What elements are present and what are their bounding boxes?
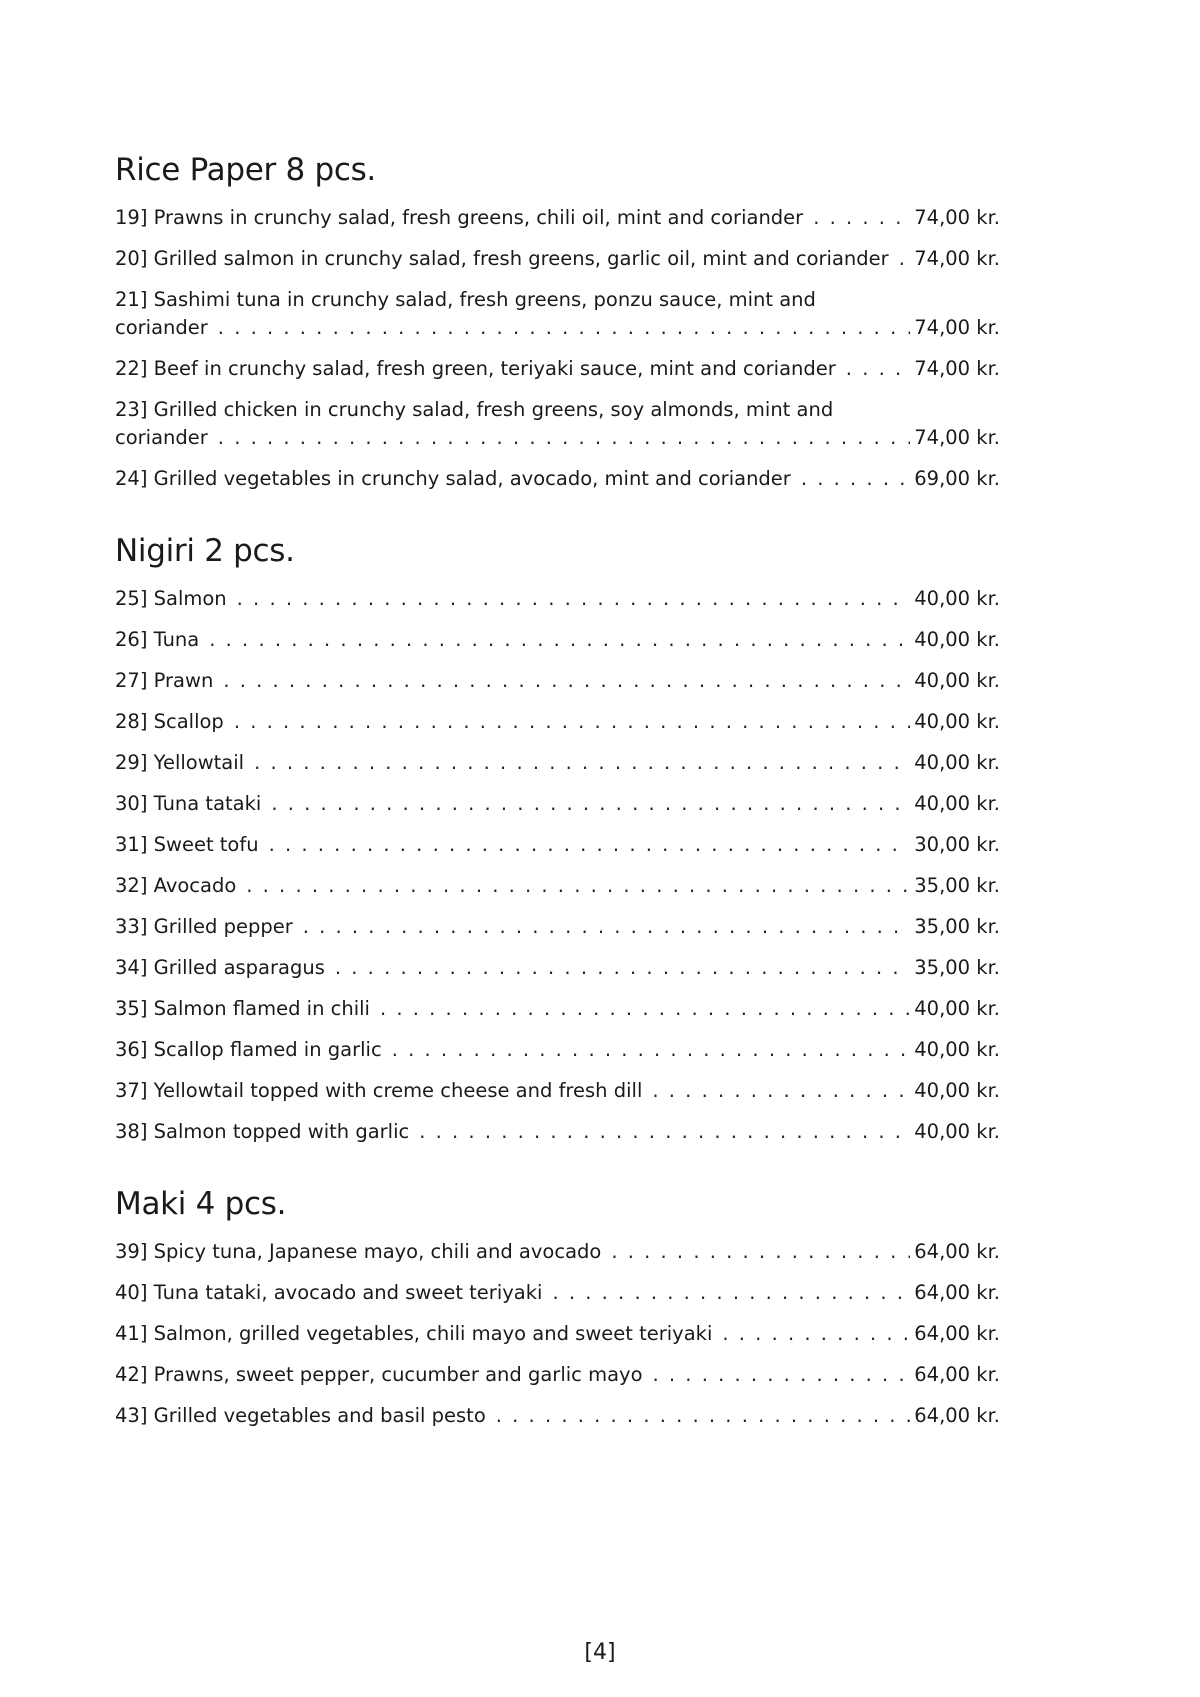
menu-item-name: 32] Avocado — [115, 874, 237, 897]
menu-item-price: 64,00 kr. — [914, 1363, 1000, 1386]
dot-leader — [813, 204, 910, 232]
menu-item-name: 19] Prawns in crunchy salad, fresh greens, chili oil, mint and coriander — [115, 206, 804, 229]
menu-item-row — [115, 790, 1000, 818]
menu-item-price: 74,00 kr. — [914, 247, 1000, 270]
menu-item-name: 20] Grilled salmon in crunchy salad, fresh greens, garlic oil, mint and coriander — [115, 247, 889, 270]
menu-item-price: 64,00 kr. — [914, 1281, 1000, 1304]
menu-item-price: 40,00 kr. — [914, 1038, 1000, 1061]
menu-item-name: 25] Salmon — [115, 587, 227, 610]
menu-item-name: 28] Scallop — [115, 710, 224, 733]
menu-section — [115, 1184, 1000, 1430]
menu-item-description-line: 23] Grilled chicken in crunchy salad, fresh greens, soy almonds, mint and — [115, 398, 834, 421]
menu-item-row — [115, 831, 1000, 859]
menu-item — [115, 355, 1000, 383]
menu-item-price: 40,00 kr. — [914, 1120, 1000, 1143]
section-title: Maki 4 pcs. — [115, 1186, 287, 1222]
menu-item-row — [115, 626, 1000, 654]
menu-item-row — [115, 749, 1000, 777]
menu-page — [115, 150, 1000, 1468]
menu-item-price: 40,00 kr. — [914, 792, 1000, 815]
menu-item-price: 40,00 kr. — [914, 587, 1000, 610]
menu-item-row — [115, 995, 1000, 1023]
menu-item-row — [115, 355, 1000, 383]
menu-item — [115, 1361, 1000, 1389]
menu-item-name: coriander — [115, 316, 208, 339]
menu-item — [115, 749, 1000, 777]
menu-item-name: 41] Salmon, grilled vegetables, chili mayo and sweet teriyaki — [115, 1322, 713, 1345]
menu-item-row — [115, 1118, 1000, 1146]
menu-item-row — [115, 424, 1000, 452]
dot-leader — [223, 667, 910, 695]
menu-sections — [115, 150, 1000, 1430]
menu-item — [115, 954, 1000, 982]
dot-leader — [237, 585, 911, 613]
section-title: Nigiri 2 pcs. — [115, 533, 295, 569]
dot-leader — [209, 626, 910, 654]
menu-item-name: 30] Tuna tataki — [115, 792, 262, 815]
menu-item-row — [115, 1279, 1000, 1307]
menu-item — [115, 1320, 1000, 1348]
menu-item — [115, 204, 1000, 232]
menu-item — [115, 1238, 1000, 1266]
menu-item-price: 64,00 kr. — [914, 1404, 1000, 1427]
menu-item-row — [115, 204, 1000, 232]
menu-item-price: 35,00 kr. — [914, 874, 1000, 897]
menu-item-name: 42] Prawns, sweet pepper, cucumber and garlic mayo — [115, 1363, 643, 1386]
menu-item-price: 40,00 kr. — [914, 1079, 1000, 1102]
menu-item-name: 24] Grilled vegetables in crunchy salad, avocado, mint and coriander — [115, 467, 791, 490]
menu-item-name: 40] Tuna tataki, avocado and sweet teriyaki — [115, 1281, 543, 1304]
menu-item-row — [115, 1077, 1000, 1105]
menu-item-price: 35,00 kr. — [914, 915, 1000, 938]
menu-item — [115, 667, 1000, 695]
menu-item-row — [115, 1402, 1000, 1430]
menu-item-row — [115, 245, 1000, 273]
menu-item-price: 40,00 kr. — [914, 751, 1000, 774]
dot-leader — [419, 1118, 910, 1146]
menu-item-price: 64,00 kr. — [914, 1322, 1000, 1345]
menu-item-row — [115, 667, 1000, 695]
menu-item-name: 35] Salmon flamed in chili — [115, 997, 370, 1020]
menu-item — [115, 1118, 1000, 1146]
menu-item-price: 74,00 kr. — [914, 206, 1000, 229]
menu-item — [115, 872, 1000, 900]
menu-item-price: 40,00 kr. — [914, 997, 1000, 1020]
menu-item — [115, 1402, 1000, 1430]
menu-item-row — [115, 1320, 1000, 1348]
dot-leader — [846, 355, 910, 383]
dot-leader — [269, 831, 911, 859]
menu-section — [115, 531, 1000, 1146]
menu-item — [115, 995, 1000, 1023]
menu-item — [115, 1279, 1000, 1307]
menu-item-price: 40,00 kr. — [914, 628, 1000, 651]
menu-item-name: 37] Yellowtail topped with creme cheese and fresh dill — [115, 1079, 643, 1102]
section-title: Rice Paper 8 pcs. — [115, 152, 376, 188]
menu-item-name: 29] Yellowtail — [115, 751, 245, 774]
dot-leader — [611, 1238, 910, 1266]
dot-leader — [653, 1361, 911, 1389]
menu-item-name: 27] Prawn — [115, 669, 214, 692]
menu-item-name: 34] Grilled asparagus — [115, 956, 325, 979]
menu-item-price: 74,00 kr. — [914, 426, 1000, 449]
menu-item-price: 40,00 kr. — [914, 710, 1000, 733]
dot-leader — [218, 314, 910, 342]
menu-item-name: 22] Beef in crunchy salad, fresh green, teriyaki sauce, mint and coriander — [115, 357, 836, 380]
dot-leader — [801, 465, 910, 493]
menu-item — [115, 465, 1000, 493]
menu-item-description-line: 21] Sashimi tuna in crunchy salad, fresh greens, ponzu sauce, mint and — [115, 288, 816, 311]
menu-item — [115, 790, 1000, 818]
menu-item-name: coriander — [115, 426, 208, 449]
menu-item-price: 40,00 kr. — [914, 669, 1000, 692]
menu-item-row — [115, 585, 1000, 613]
dot-leader — [234, 708, 910, 736]
menu-item-row — [115, 913, 1000, 941]
menu-section — [115, 150, 1000, 493]
dot-leader — [652, 1077, 910, 1105]
menu-item-row — [115, 1036, 1000, 1064]
menu-item — [115, 831, 1000, 859]
menu-item-row — [115, 314, 1000, 342]
menu-item-name: 36] Scallop flamed in garlic — [115, 1038, 382, 1061]
menu-item-name: 43] Grilled vegetables and basil pesto — [115, 1404, 486, 1427]
menu-item-name: 33] Grilled pepper — [115, 915, 293, 938]
dot-leader — [218, 424, 910, 452]
page-number: [4] — [584, 1640, 616, 1665]
dot-leader — [303, 913, 911, 941]
menu-item — [115, 626, 1000, 654]
dot-leader — [335, 954, 910, 982]
menu-item-name: 31] Sweet tofu — [115, 833, 259, 856]
menu-item — [115, 708, 1000, 736]
dot-leader — [552, 1279, 910, 1307]
menu-item — [115, 245, 1000, 273]
menu-item — [115, 1036, 1000, 1064]
menu-item — [115, 585, 1000, 613]
menu-item-name: 26] Tuna — [115, 628, 200, 651]
menu-item-name: 39] Spicy tuna, Japanese mayo, chili and avocado — [115, 1240, 602, 1263]
dot-leader — [722, 1320, 910, 1348]
menu-item-name: 38] Salmon topped with garlic — [115, 1120, 410, 1143]
menu-item-price: 30,00 kr. — [914, 833, 1000, 856]
menu-item — [115, 286, 1000, 342]
menu-item-row — [115, 708, 1000, 736]
menu-item-row — [115, 872, 1000, 900]
menu-item-price: 74,00 kr. — [914, 316, 1000, 339]
menu-item-price: 64,00 kr. — [914, 1240, 1000, 1263]
menu-item-row — [115, 1238, 1000, 1266]
dot-leader — [496, 1402, 911, 1430]
dot-leader — [254, 749, 910, 777]
dot-leader — [271, 790, 910, 818]
dot-leader — [392, 1036, 911, 1064]
menu-item-price: 74,00 kr. — [914, 357, 1000, 380]
menu-item-row — [115, 954, 1000, 982]
menu-item — [115, 913, 1000, 941]
menu-item-row — [115, 465, 1000, 493]
dot-leader — [899, 245, 911, 273]
dot-leader — [380, 995, 910, 1023]
menu-item — [115, 1077, 1000, 1105]
menu-item-row — [115, 1361, 1000, 1389]
menu-item — [115, 396, 1000, 452]
dot-leader — [246, 872, 910, 900]
menu-item-price: 69,00 kr. — [914, 467, 1000, 490]
menu-item-price: 35,00 kr. — [914, 956, 1000, 979]
